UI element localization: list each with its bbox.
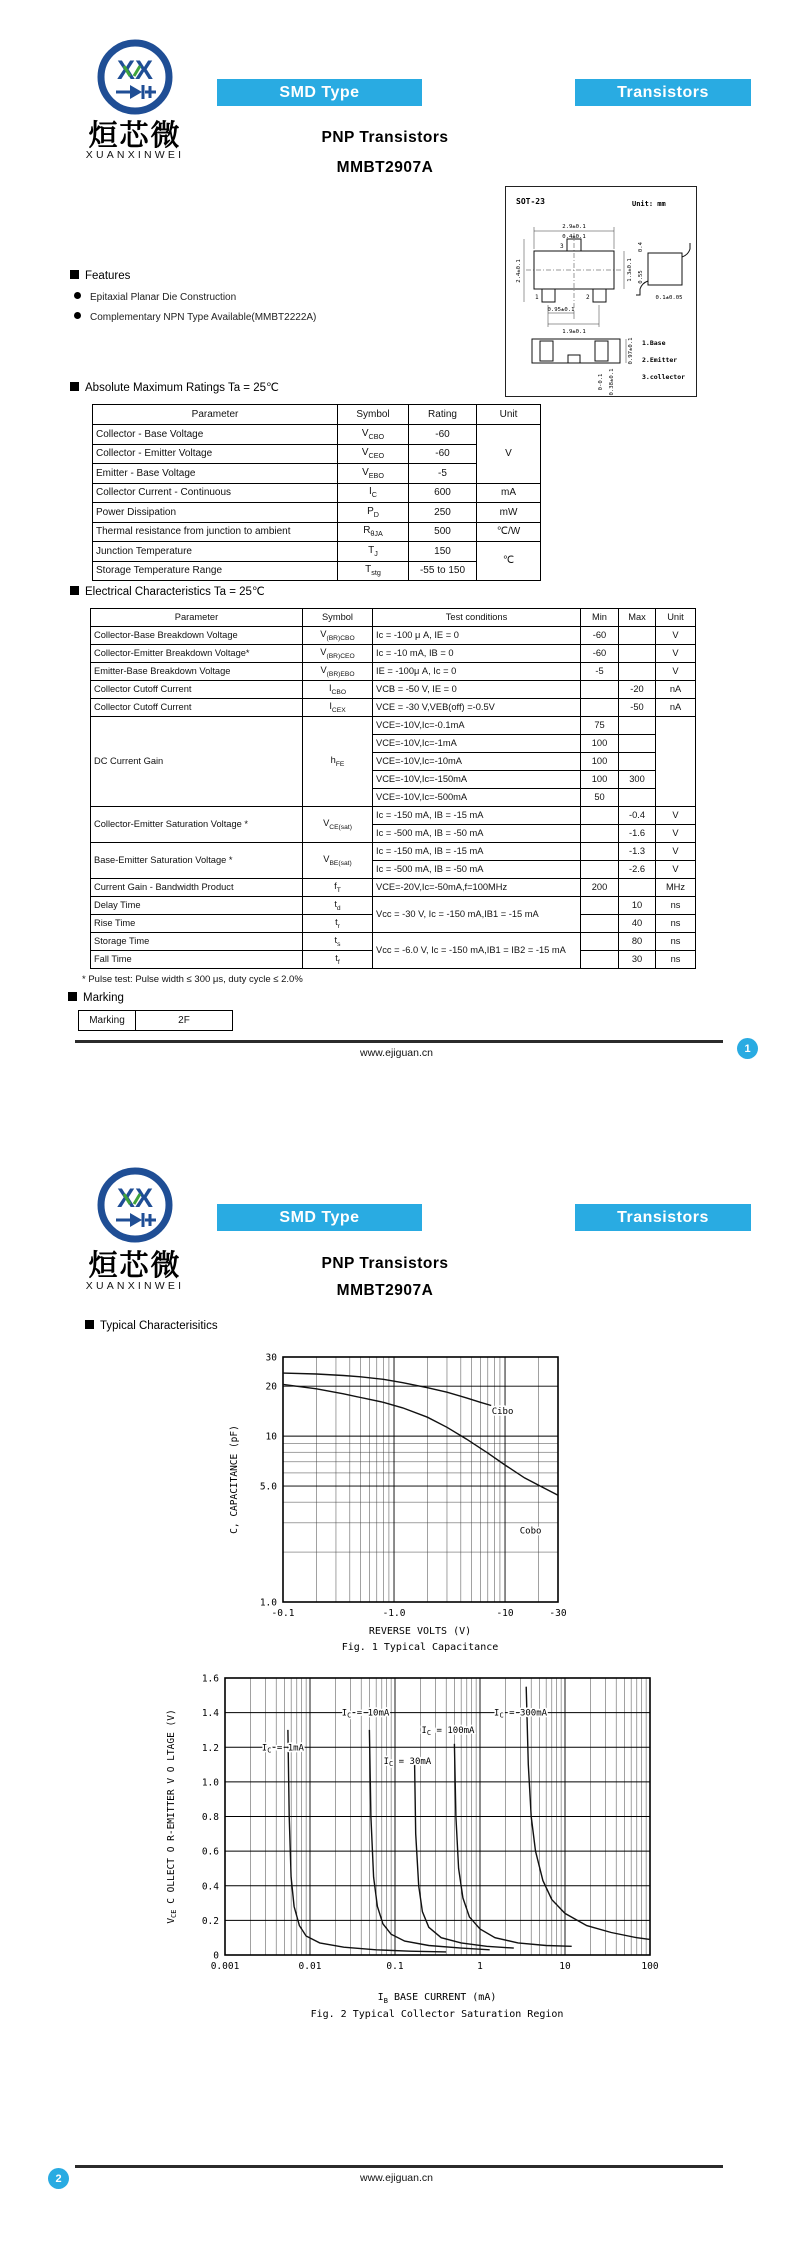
- elec-table: [90, 608, 696, 969]
- cond-cell: VCE=-10V,Ic=-1mA: [373, 735, 581, 753]
- min-cell: 75: [581, 717, 619, 735]
- header-bar-smd-type: [217, 1204, 422, 1231]
- svg-text:VCE C OLLECT O R-EMITTER V O: $V_{CE}$ C OLLECT O R-EMITTER V O LTAGE (V): [166, 1709, 178, 1924]
- table-row: [91, 627, 696, 645]
- dim-lead-thk: 0.1±0.05: [655, 295, 683, 301]
- svg-text:IC = 10mA: $I_C = 10mA$: [341, 1708, 390, 1720]
- svg-text:0.1: 0.1: [386, 1961, 404, 1972]
- cond-cell: IE = -100μ A, Ic = 0: [373, 663, 581, 681]
- brand-name-cn: 烜芯微: [88, 120, 182, 152]
- param-cell: Rise Time: [91, 915, 303, 933]
- fig2-xlabel: $I_B$ BASE CURRENT (mA): [377, 1992, 497, 2005]
- symbol-cell: $V_{CE(sat)}$: [303, 807, 373, 843]
- symbol-cell: $V_{CBO}$: [338, 425, 409, 445]
- dim-pin-pitch: 0.95±0.1: [547, 307, 575, 313]
- symbol-cell: $V_{(BR)EBO}$: [303, 663, 373, 681]
- unit-cell: mA: [477, 483, 541, 503]
- svg-text:IC = 30mA: $I_C = 30mA$: [383, 1757, 432, 1769]
- section-square-icon: [68, 992, 77, 1001]
- unit-cell: nA: [656, 681, 696, 699]
- feature-item: Epitaxial Planar Die Construction: [74, 292, 236, 303]
- symbol-cell: $T_J$: [338, 542, 409, 562]
- param-cell: Thermal resistance from junction to ambient: [93, 522, 338, 542]
- unit-cell: ℃: [477, 542, 541, 581]
- unit-cell: MHz: [656, 879, 696, 897]
- table-row: [91, 717, 696, 735]
- unit-cell: V: [656, 825, 696, 843]
- param-cell: Collector-Emitter Saturation Voltage *: [91, 807, 303, 843]
- header-bar-left-label: SMD Type: [279, 83, 360, 101]
- table-row: [93, 522, 541, 542]
- param-cell: Collector Cutoff Current: [91, 681, 303, 699]
- symbol-cell: $V_{(BR)CEO}$: [303, 645, 373, 663]
- param-cell: Emitter-Base Breakdown Voltage: [91, 663, 303, 681]
- svg-text:1: 1: [477, 1961, 483, 1972]
- dim-pin-span: 1.9±0.1: [562, 329, 586, 335]
- param-cell: Collector - Base Voltage: [93, 425, 338, 445]
- svg-text:1.0: 1.0: [259, 1597, 277, 1609]
- symbol-cell: $P_D$: [338, 503, 409, 523]
- table-row: [91, 681, 696, 699]
- cond-cell: VCE=-10V,Ic=-10mA: [373, 753, 581, 771]
- page-number-badge: 1: [737, 1038, 758, 1059]
- footer-url[interactable]: www.ejiguan.cn: [360, 2172, 433, 2184]
- fig2-saturation-chart: [140, 1660, 700, 1980]
- part-number-title: MMBT2907A: [336, 1282, 434, 1299]
- table-row: [91, 645, 696, 663]
- marking-heading: Marking: [68, 992, 124, 1004]
- pin-legend-collector: 3.collector: [642, 373, 686, 381]
- header-bar-transistors: [575, 1204, 751, 1231]
- max-cell: [619, 627, 656, 645]
- header-bar-smd-type: [217, 79, 422, 106]
- max-cell: [619, 735, 656, 753]
- col-header: Parameter: [91, 609, 303, 627]
- table-header-row: [93, 405, 541, 425]
- cond-cell: VCE=-10V,Ic=-0.1mA: [373, 717, 581, 735]
- max-cell: [619, 789, 656, 807]
- table-row: [91, 843, 696, 861]
- max-cell: -20: [619, 681, 656, 699]
- unit-cell: V: [656, 627, 696, 645]
- max-cell: -0.4: [619, 807, 656, 825]
- max-cell: [619, 717, 656, 735]
- unit-cell: ns: [656, 933, 696, 951]
- pin3-number: 3: [560, 243, 564, 250]
- param-cell: DC Current Gain: [91, 717, 303, 807]
- feature-item: Complementary NPN Type Available(MMBT2222A): [74, 312, 316, 323]
- svg-text:100: 100: [641, 1961, 659, 1972]
- symbol-cell: $T_{stg}$: [338, 561, 409, 581]
- table-row: [93, 542, 541, 562]
- table-row: [93, 425, 541, 445]
- brand-name-en: XUANXINWEI: [85, 1280, 185, 1292]
- footer-url[interactable]: www.ejiguan.cn: [360, 1047, 433, 1059]
- header-bar-right-label: Transistors: [617, 83, 709, 101]
- param-cell: Storage Time: [91, 933, 303, 951]
- cond-cell: Ic = -500 mA, IB = -50 mA: [373, 861, 581, 879]
- fig1-xlabel: REVERSE VOLTS (V): [368, 1626, 472, 1637]
- unit-cell: ns: [656, 915, 696, 933]
- min-cell: 50: [581, 789, 619, 807]
- svg-text:Cobo: Cobo: [519, 1526, 542, 1537]
- svg-text:C, CAPACITANCE (pF): C, CAPACITANCE (pF): [229, 1425, 240, 1534]
- elec-heading: Electrical Characteristics Ta = 25℃: [70, 584, 265, 598]
- company-logo-icon: [80, 1164, 190, 1244]
- pin2-number: 2: [586, 294, 590, 301]
- unit-cell: [656, 717, 696, 807]
- min-cell: [581, 897, 619, 915]
- package-name: SOT-23: [516, 197, 545, 206]
- param-cell: Collector - Emitter Voltage: [93, 444, 338, 464]
- pin-legend-base: 1.Base: [642, 339, 666, 347]
- table-row: [93, 561, 541, 581]
- symbol-cell: $f_T$: [303, 879, 373, 897]
- max-cell: 80: [619, 933, 656, 951]
- pin-legend-emitter: 2.Emitter: [642, 356, 678, 364]
- col-header: Parameter: [93, 405, 338, 425]
- table-row: [91, 663, 696, 681]
- svg-text:1.2: 1.2: [201, 1742, 219, 1754]
- col-header: Symbol: [303, 609, 373, 627]
- unit-cell: ns: [656, 951, 696, 969]
- symbol-cell: $V_{EBO}$: [338, 464, 409, 484]
- logo-monogram: XX: [116, 1183, 154, 1213]
- table-row: [79, 1011, 233, 1031]
- svg-text:-1.0: -1.0: [382, 1608, 406, 1619]
- min-cell: -5: [581, 663, 619, 681]
- svg-text:IC = 300mA: $I_C = 300mA$: [494, 1708, 548, 1720]
- symbol-cell: $V_{CEO}$: [338, 444, 409, 464]
- svg-text:-30: -30: [549, 1608, 567, 1619]
- dim-side-top: 0.4: [638, 241, 644, 253]
- table-row: [93, 483, 541, 503]
- symbol-cell: $I_C$: [338, 483, 409, 503]
- part-number-title: MMBT2907A: [336, 159, 434, 176]
- svg-text:0.01: 0.01: [298, 1961, 322, 1972]
- unit-cell: V: [477, 425, 541, 484]
- header-bar-left-label: SMD Type: [279, 1208, 360, 1226]
- package-drawing-box: [505, 186, 697, 397]
- footer-rule: [75, 2165, 723, 2168]
- table-row: [91, 699, 696, 717]
- min-cell: [581, 807, 619, 825]
- param-cell: Collector-Emitter Breakdown Voltage*: [91, 645, 303, 663]
- min-cell: 200: [581, 879, 619, 897]
- cond-cell: Ic = -10 mA, IB = 0: [373, 645, 581, 663]
- symbol-cell: $R_{\theta JA}$: [338, 522, 409, 542]
- param-cell: Fall Time: [91, 951, 303, 969]
- max-cell: -1.3: [619, 843, 656, 861]
- symbol-cell: $V_{(BR)CBO}$: [303, 627, 373, 645]
- max-cell: [619, 663, 656, 681]
- cond-cell: VCE=-10V,Ic=-500mA: [373, 789, 581, 807]
- max-cell: [619, 645, 656, 663]
- min-cell: [581, 699, 619, 717]
- max-cell: -2.6: [619, 861, 656, 879]
- param-cell: Storage Temperature Range: [93, 561, 338, 581]
- col-header: Symbol: [338, 405, 409, 425]
- footer-rule: [75, 1040, 723, 1043]
- min-cell: -60: [581, 627, 619, 645]
- product-type-title: PNP Transistors: [321, 129, 449, 146]
- dim-body-h-left: 2.4±0.1: [516, 259, 522, 283]
- fig1-capacitance-chart: [205, 1340, 595, 1630]
- col-header: Test conditions: [373, 609, 581, 627]
- dim-body-h-right: 1.3±0.1: [627, 258, 633, 282]
- svg-text:0.6: 0.6: [201, 1846, 219, 1858]
- unit-cell: nA: [656, 699, 696, 717]
- unit-cell: ns: [656, 897, 696, 915]
- symbol-cell: $I_{CEX}$: [303, 699, 373, 717]
- svg-text:1.6: 1.6: [201, 1673, 219, 1685]
- features-heading: Features: [70, 270, 130, 282]
- header-bar-transistors: [575, 79, 751, 106]
- brand-name-en: XUANXINWEI: [85, 149, 185, 161]
- table-row: [91, 807, 696, 825]
- company-logo-icon: [80, 36, 190, 116]
- symbol-cell: $t_r$: [303, 915, 373, 933]
- dim-side-mid: 0.55: [638, 270, 644, 284]
- max-cell: 300: [619, 771, 656, 789]
- bullet-icon: [74, 292, 81, 299]
- logo-monogram: XX: [116, 55, 154, 85]
- min-cell: 100: [581, 771, 619, 789]
- param-cell: Junction Temperature: [93, 542, 338, 562]
- header-bar-right-label: Transistors: [617, 1208, 709, 1226]
- cond-cell: Ic = -500 mA, IB = -50 mA: [373, 825, 581, 843]
- svg-text:5.0: 5.0: [259, 1481, 277, 1493]
- param-cell: Delay Time: [91, 897, 303, 915]
- min-cell: 100: [581, 753, 619, 771]
- cond-cell: VCE=-10V,Ic=-150mA: [373, 771, 581, 789]
- min-cell: [581, 681, 619, 699]
- col-header: Rating: [409, 405, 477, 425]
- cond-cell: Vcc = -30 V, Ic = -150 mA,IB1 = -15 mA: [373, 897, 581, 933]
- dim-lead-w: 0.38±0.1: [609, 368, 615, 396]
- brand-name-cn: 烜芯微: [88, 1250, 182, 1282]
- min-cell: [581, 933, 619, 951]
- sot23-drawing: [506, 187, 696, 396]
- section-square-icon: [70, 382, 79, 391]
- svg-text:0.2: 0.2: [201, 1915, 219, 1927]
- table-header-row: [91, 609, 696, 627]
- svg-text:IC = 100mA: $I_C = 100mA$: [421, 1725, 475, 1737]
- max-cell: 10: [619, 897, 656, 915]
- unit-cell: mW: [477, 503, 541, 523]
- typical-heading: Typical Characterisitics: [85, 1320, 218, 1332]
- svg-text:10: 10: [559, 1961, 571, 1972]
- param-cell: Power Dissipation: [93, 503, 338, 523]
- max-cell: 40: [619, 915, 656, 933]
- max-cell: 30: [619, 951, 656, 969]
- package-unit: Unit: mm: [632, 200, 666, 208]
- marking-value-cell: 2F: [136, 1011, 233, 1031]
- cond-cell: Ic = -150 mA, IB = -15 mA: [373, 807, 581, 825]
- marking-table: [78, 1010, 233, 1031]
- min-cell: 100: [581, 735, 619, 753]
- unit-cell: V: [656, 645, 696, 663]
- abs-max-heading: Absolute Maximum Ratings Ta = 25℃: [70, 380, 279, 394]
- param-cell: Base-Emitter Saturation Voltage *: [91, 843, 303, 879]
- rating-cell: -5: [409, 464, 477, 484]
- min-cell: [581, 861, 619, 879]
- symbol-cell: $t_s$: [303, 933, 373, 951]
- page-number-badge: 2: [48, 2168, 69, 2189]
- unit-cell: V: [656, 663, 696, 681]
- svg-text:IC = 1mA: $I_C = 1mA$: [261, 1743, 304, 1755]
- max-cell: -50: [619, 699, 656, 717]
- fig2-caption: Fig. 2 Typical Collector Saturation Region: [310, 2009, 564, 2020]
- table-row: [93, 503, 541, 523]
- max-cell: [619, 753, 656, 771]
- svg-text:0.8: 0.8: [201, 1812, 219, 1823]
- svg-text:10: 10: [265, 1431, 277, 1443]
- rating-cell: -60: [409, 444, 477, 464]
- cond-cell: Ic = -150 mA, IB = -15 mA: [373, 843, 581, 861]
- col-header: Unit: [477, 405, 541, 425]
- col-header: Max: [619, 609, 656, 627]
- param-cell: Collector Current - Continuous: [93, 483, 338, 503]
- rating-cell: 150: [409, 542, 477, 562]
- symbol-cell: $V_{BE(sat)}$: [303, 843, 373, 879]
- abs-max-table: [92, 404, 541, 581]
- svg-text:-10: -10: [496, 1608, 514, 1619]
- table-row: [91, 933, 696, 951]
- page-2: [0, 1122, 793, 2244]
- dim-top-width: 2.9±0.1: [562, 224, 586, 230]
- svg-text:0.4: 0.4: [201, 1881, 219, 1893]
- svg-text:20: 20: [265, 1381, 277, 1393]
- cond-cell: VCB = -50 V, IE = 0: [373, 681, 581, 699]
- table-row: [93, 464, 541, 484]
- col-header: Unit: [656, 609, 696, 627]
- section-square-icon: [85, 1320, 94, 1329]
- dim-height: 0.97±0.1: [628, 337, 634, 365]
- pulse-test-footnote: * Pulse test: Pulse width ≤ 300 μs, duty cycle ≤ 2.0%: [82, 974, 303, 985]
- cond-cell: Vcc = -6.0 V, Ic = -150 mA,IB1 = IB2 = -15 mA: [373, 933, 581, 969]
- rating-cell: 500: [409, 522, 477, 542]
- min-cell: [581, 915, 619, 933]
- min-cell: -60: [581, 645, 619, 663]
- product-type-title: PNP Transistors: [321, 1255, 449, 1272]
- max-cell: [619, 879, 656, 897]
- unit-cell: V: [656, 861, 696, 879]
- svg-text:0.001: 0.001: [210, 1961, 240, 1972]
- param-cell: Emitter - Base Voltage: [93, 464, 338, 484]
- cond-cell: VCE=-20V,Ic=-50mA,f=100MHz: [373, 879, 581, 897]
- rating-cell: -60: [409, 425, 477, 445]
- table-row: [93, 444, 541, 464]
- rating-cell: 250: [409, 503, 477, 523]
- min-cell: [581, 843, 619, 861]
- unit-cell: ℃/W: [477, 522, 541, 542]
- fig1-caption: Fig. 1 Typical Capacitance: [341, 1642, 499, 1653]
- dim-pin3-width: 0.4±0.1: [562, 234, 586, 240]
- param-cell: Current Gain - Bandwidth Product: [91, 879, 303, 897]
- symbol-cell: $I_{CBO}$: [303, 681, 373, 699]
- bullet-icon: [74, 312, 81, 319]
- param-cell: Collector Cutoff Current: [91, 699, 303, 717]
- svg-text:0: 0: [213, 1950, 219, 1962]
- section-square-icon: [70, 586, 79, 595]
- symbol-cell: $h_{FE}$: [303, 717, 373, 807]
- svg-text:30: 30: [265, 1352, 277, 1364]
- section-square-icon: [70, 270, 79, 279]
- marking-label-cell: Marking: [79, 1011, 136, 1031]
- svg-text:-0.1: -0.1: [271, 1608, 295, 1619]
- svg-text:1.4: 1.4: [201, 1708, 219, 1720]
- max-cell: -1.6: [619, 825, 656, 843]
- symbol-cell: $t_f$: [303, 951, 373, 969]
- pin1-number: 1: [535, 294, 539, 301]
- svg-text:Cibo: Cibo: [491, 1406, 514, 1417]
- cond-cell: Ic = -100 μ A, IE = 0: [373, 627, 581, 645]
- rating-cell: 600: [409, 483, 477, 503]
- param-cell: Collector-Base Breakdown Voltage: [91, 627, 303, 645]
- rating-cell: -55 to 150: [409, 561, 477, 581]
- min-cell: [581, 951, 619, 969]
- unit-cell: V: [656, 843, 696, 861]
- cond-cell: VCE = -30 V,VEB(off) =-0.5V: [373, 699, 581, 717]
- svg-text:1.0: 1.0: [201, 1777, 219, 1789]
- table-row: [91, 879, 696, 897]
- dim-stand-off: 0-0.1: [598, 373, 604, 391]
- col-header: Min: [581, 609, 619, 627]
- min-cell: [581, 825, 619, 843]
- table-row: [91, 897, 696, 915]
- unit-cell: V: [656, 807, 696, 825]
- symbol-cell: $t_d$: [303, 897, 373, 915]
